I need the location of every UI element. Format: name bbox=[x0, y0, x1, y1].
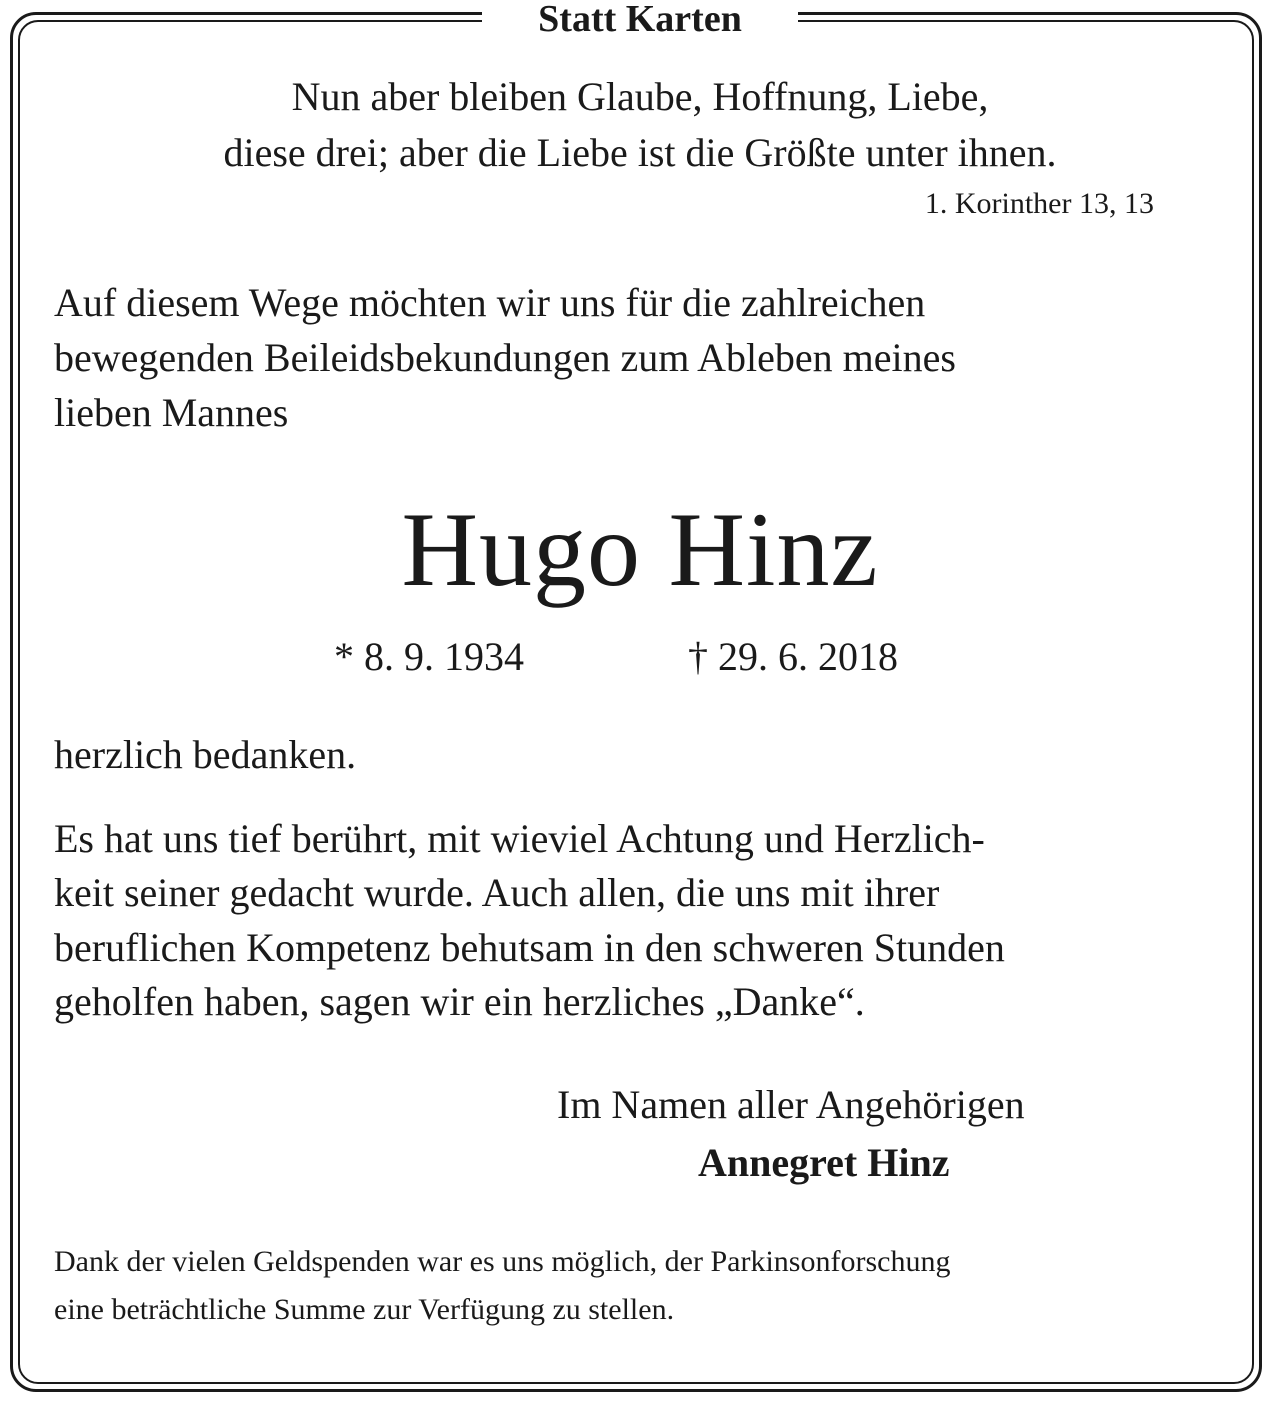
message-line-3: beruflichen Kompetenz behutsam in den schweren Stunden bbox=[54, 925, 1005, 970]
message-line-1: Es hat uns tief berührt, mit wieviel Achtung und Herzlich- bbox=[54, 816, 985, 861]
footnote-line-1: Dank der vielen Geldspenden war es uns möglich, der Parkinsonforschung bbox=[54, 1245, 951, 1278]
intro-line-1: Auf diesem Wege möchten wir uns für die zahlreichen bbox=[54, 280, 926, 325]
signature-name: Annegret Hinz bbox=[698, 1140, 950, 1185]
thanks-line: herzlich bedanken. bbox=[54, 732, 357, 777]
header-title: Statt Karten bbox=[538, 0, 742, 40]
message-line-4: geholfen haben, sagen wir ein herzliches „Danke“. bbox=[54, 979, 865, 1024]
verse-line-1: Nun aber bleiben Glaube, Hoffnung, Liebe, bbox=[291, 74, 989, 119]
inner-border bbox=[18, 20, 1254, 1384]
deceased-name: Hugo Hinz bbox=[401, 491, 879, 608]
birth-date: * 8. 9. 1934 bbox=[334, 634, 524, 679]
message-line-2: keit seiner gedacht wurde. Auch allen, die uns mit ihrer bbox=[54, 870, 940, 915]
footnote-line-2: eine beträchtliche Summe zur Verfügung zu stellen. bbox=[54, 1293, 675, 1326]
verse-line-2: diese drei; aber die Liebe ist die Größte unter ihnen. bbox=[223, 130, 1057, 175]
intro-line-3: lieben Mannes bbox=[54, 390, 289, 435]
verse-reference: 1. Korinther 13, 13 bbox=[924, 187, 1154, 220]
death-date: † 29. 6. 2018 bbox=[688, 634, 898, 679]
signature-line: Im Namen aller Angehörigen bbox=[557, 1082, 1025, 1127]
intro-line-2: bewegenden Beileidsbekundungen zum Ableben meines bbox=[54, 335, 956, 380]
